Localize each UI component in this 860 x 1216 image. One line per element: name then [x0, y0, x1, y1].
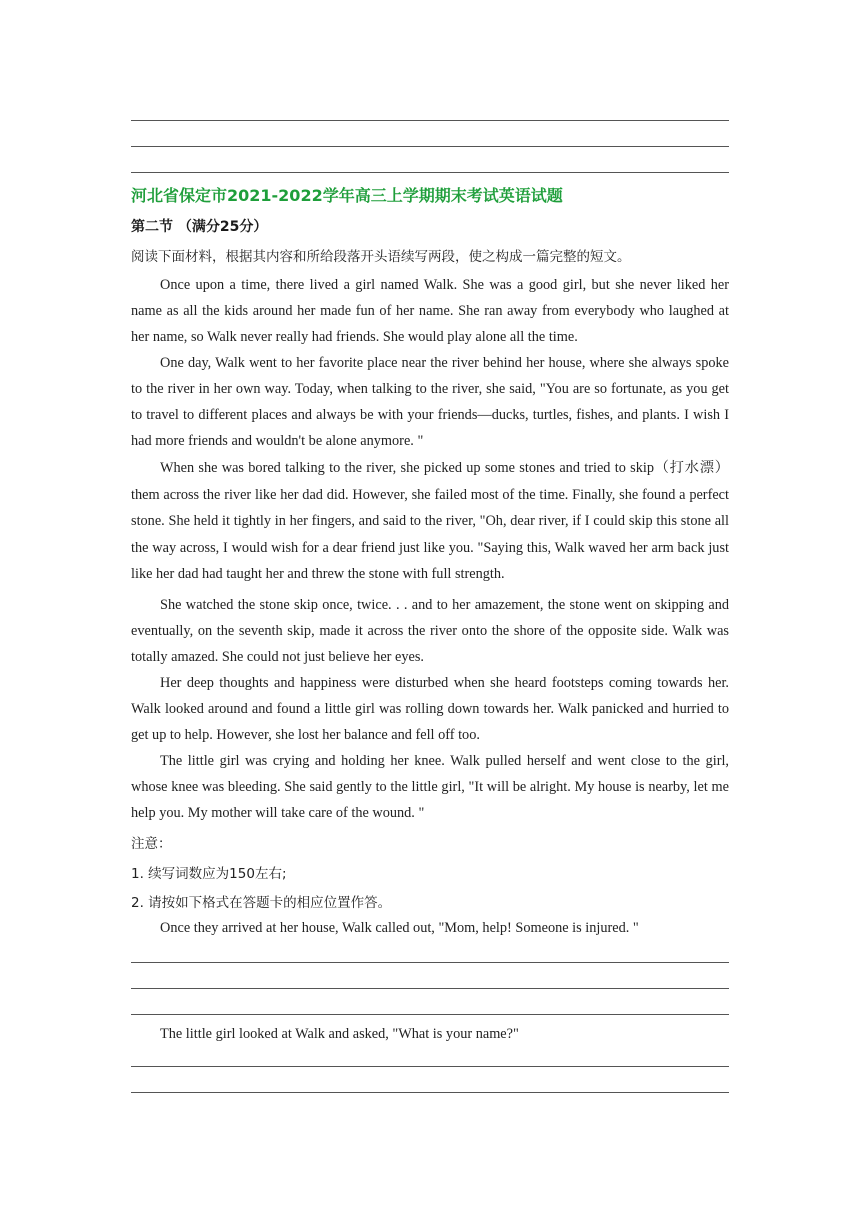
story-paragraph: Her deep thoughts and happiness were disturbed when she heard footsteps coming towards her. Walk looked around and found a little girl was rolling down towards her. Walk panicked and hurried to get up to help. However, she lost her balance and fell off too. — [131, 675, 729, 743]
answer-line — [131, 962, 729, 963]
answer-line — [131, 120, 729, 121]
note-item: 2. 请按如下格式在答题卡的相应位置作答。 — [131, 895, 392, 911]
paragraph-opener-1: Once they arrived at her house, Walk called out, "Mom, help! Someone is injured. " — [160, 920, 639, 936]
answer-line — [131, 1066, 729, 1067]
answer-line — [131, 1092, 729, 1093]
story-paragraph: Once upon a time, there lived a girl named Walk. She was a good girl, but she never liked her name as all the kids around her made fun of her name. She ran away from everybody who laughed at her name, so Walk never really had friends. She would play alone all the time. — [131, 277, 729, 345]
document-title: 河北省保定市2021-2022学年高三上学期期末考试英语试题 — [131, 186, 563, 205]
answer-line — [131, 146, 729, 147]
instruction-text: 阅读下面材料，根据其内容和所给段落开头语续写两段，使之构成一篇完整的短文。 — [131, 249, 631, 265]
answer-line — [131, 1014, 729, 1015]
story-paragraph: One day, Walk went to her favorite place near the river behind her house, where she always spoke to the river in her own way. Today, when talking to the river, she said, "You are so fortunate, as you get to travel to different places and always be with your friends—ducks, turtles, fishes, and plants. I wish I had more friends and wouldn't be alone anymore. " — [131, 355, 729, 449]
story-paragraph: She watched the stone skip once, twice. . . and to her amazement, the stone went on skipping and eventually, on the seventh skip, made it across the river onto the shore of the opposite side. Walk was totally amazed. She could not just believe her eyes. — [131, 597, 729, 665]
note-item: 1. 续写词数应为150左右; — [131, 866, 287, 882]
answer-line — [131, 988, 729, 989]
section-heading: 第二节 （满分25分） — [131, 219, 268, 235]
answer-line — [131, 172, 729, 173]
story-paragraph: When she was bored talking to the river, she picked up some stones and tried to skip（打水漂）them across the river like her dad did. However, she failed most of the time. Finally, she found a perfect stone. She held it tightly in her fingers, and said to the river, "Oh, dear river, if I could skip this stone all the way across, I would wish for a dear friend just like you. "Saying this, Walk waved her arm back just like her dad had taught her and threw the stone with full strength. — [131, 460, 729, 582]
paragraph-opener-2: The little girl looked at Walk and asked, "What is your name?" — [160, 1026, 519, 1042]
notes-heading: 注意： — [131, 836, 172, 852]
story-paragraph: The little girl was crying and holding her knee. Walk pulled herself and went close to the girl, whose knee was bleeding. She said gently to the little girl, "It will be alright. My house is nearby, let me help you. My mother will take care of the wound. " — [131, 753, 729, 821]
